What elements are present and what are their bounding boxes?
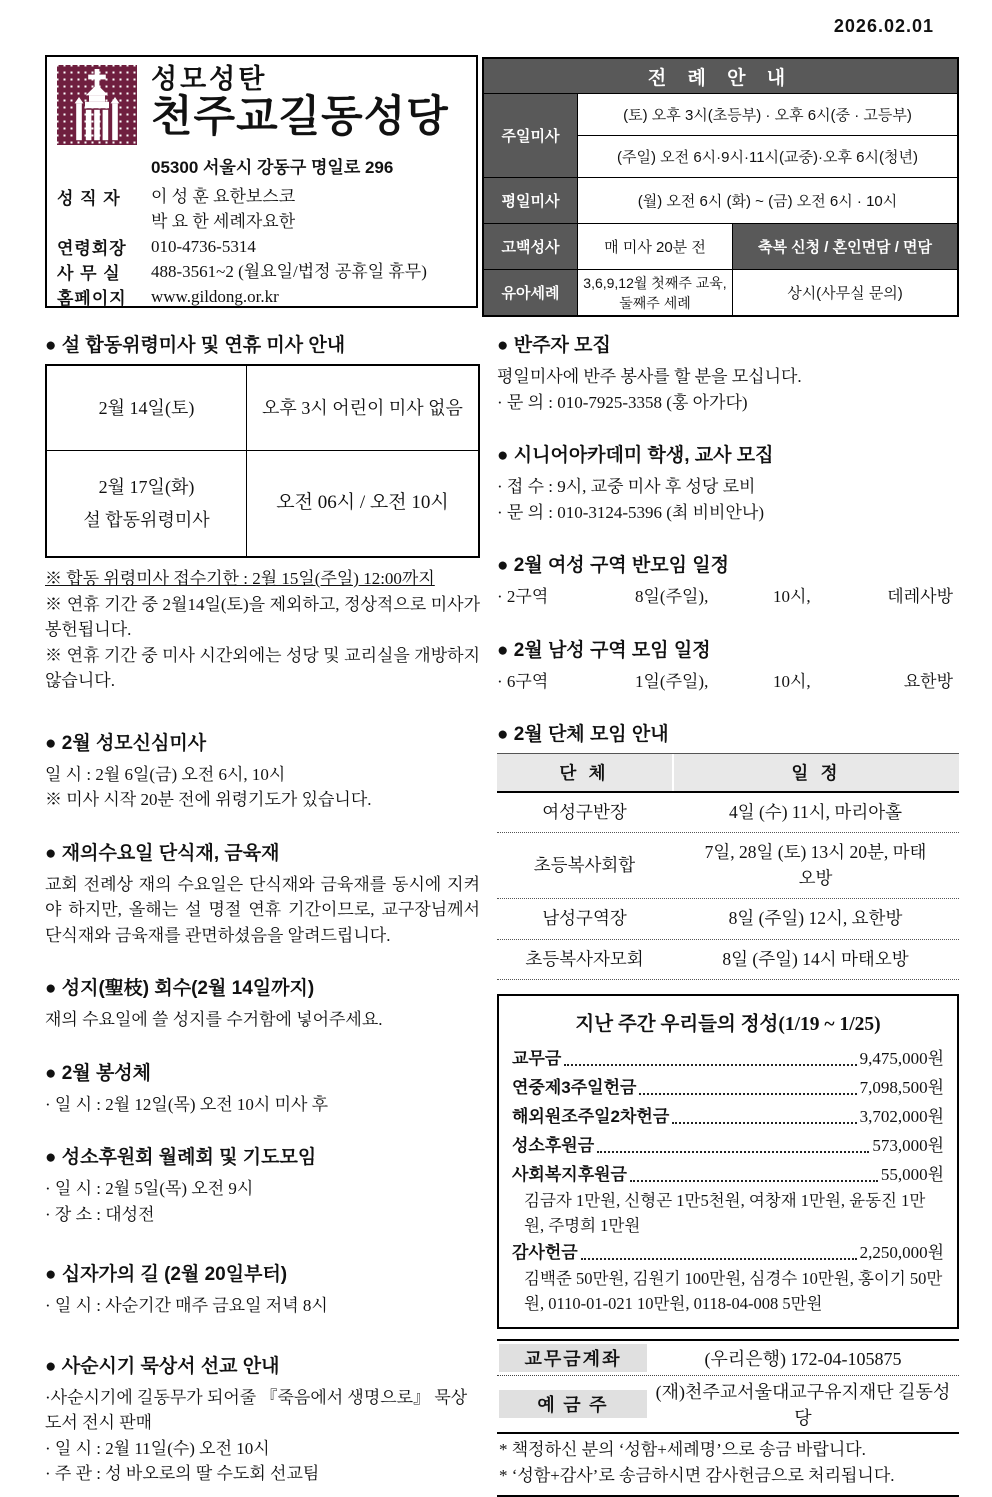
vocation-meeting-datetime: · 일 시 : 2월 5일(목) 오전 9시 [45,1179,254,1198]
offering-amount: 55,000원 [880,1164,944,1184]
section-title-accompanist: ● 반주자 모집 [497,335,611,356]
section-title-senior-academy: ● 시니어아카데미 학생, 교사 모집 [497,445,774,466]
church-subtitle: 성모성탄 [151,64,268,94]
section-title-women-zone: ● 2월 여성 구역 반모임 일정 [497,555,729,576]
section-title-palms-return: ● 성지(聖枝) 회수(2월 14일까지) [45,978,315,999]
home-communion-datetime: · 일 시 : 2월 12일(목) 오전 10시 미사 후 [45,1094,329,1114]
dotted-leader [630,1180,878,1182]
offering-amount: 9,475,000원 [859,1048,944,1068]
offering-amount: 3,702,000원 [859,1106,944,1126]
group-schedule: 8일 (주일) 14시 마태오방 [722,948,909,969]
offering-item [512,1131,944,1160]
church-address: 05300 서울시 강동구 명일로 296 [151,158,394,177]
stations-datetime: · 일 시 : 사순기간 매주 금요일 저녁 8시 [45,1296,328,1315]
lent-books-host: · 주 관 : 성 바오로의 딸 수도회 선교팀 [45,1464,320,1483]
palms-return-body: 재의 수요일에 쓸 성지를 수거함에 넣어주세요. [45,1010,383,1029]
offering-detail: 김금자 1만원, 신형곤 1만5천원, 여창재 1만원, 윤동진 1만원, 주명희 1만원 [524,1190,926,1235]
section-title-lent-books: ● 사순시기 묵상서 선교 안내 [45,1355,280,1377]
infant-baptism-value: 3,6,9,12월 첫째주 교육, 둘째주 세례 [577,269,732,315]
section-title-holiday-mass: ● 설 합동위령미사 및 연휴 미사 안내 [45,335,346,356]
section-title-marian-mass: ● 2월 성모신심미사 [45,732,207,754]
offering-label: 연중제3주일헌금 [512,1077,637,1097]
dotted-leader [564,1064,856,1066]
contact-label: 성 직 자 [57,189,121,208]
confession-value: 매 미사 20분 전 [577,223,732,269]
table-row [497,833,959,899]
contact-label [57,209,151,234]
group-col-header: 단 체 [559,763,610,783]
bank-account-number: (우리은행) 172-04-105875 [704,1348,902,1369]
weekday-mass-label: 평일미사 [484,177,577,223]
women-zone-date: 8일(주일), [635,587,709,606]
table-row [497,793,959,833]
contact-label: 사 무 실 [57,264,121,283]
women-zone-place: 데레사방 [887,587,953,606]
confession-label: 고백성사 [484,223,577,269]
group-name: 여성구반장 [542,802,627,822]
men-zone-row [497,669,959,695]
offering-amount: 7,098,500원 [859,1077,944,1097]
contact-value: 이 성 훈 요한보스코 [151,187,296,206]
schedule-col-header: 일 정 [672,754,959,791]
section-title-vocation-meeting: ● 성소후원회 월례회 및 기도모임 [45,1147,317,1168]
bank-account-row [497,1341,959,1376]
holiday-note-closed: ※ 연휴 기간 중 미사 시간외에는 성당 및 교리실을 개방하지 않습니다. [45,645,480,690]
offering-item [512,1044,944,1073]
right-column [497,330,959,1497]
church-header [45,55,478,308]
offering-label: 성소후원금 [512,1135,595,1155]
infant-baptism-label: 유아세례 [484,269,577,315]
bank-holder-name: (재)천주교서울대교구유지재단 길동성당 [655,1381,951,1428]
group-schedule: 4일 (수) 11시, 마리아홀 [728,802,903,822]
holiday-row2-desc: 오전 06시 / 오전 10시 [276,492,449,514]
ash-wednesday-body: 교회 전례상 재의 수요일은 단식재와 금육재를 동시에 지켜야 하지만, 올해는 설 명절 연휴 기간이므로, 교구장님께서 단식재와 금육재를 관면하셨음을 알려드립니다. [45,874,480,945]
section-title-men-zone: ● 2월 남성 구역 모임 일정 [497,639,711,661]
contact-label: 홈페이지 [57,289,127,308]
bank-account-label: 교무금계좌 [499,1344,647,1372]
holiday-note-deadline: ※ 합동 위령미사 접수기한 : 2월 15일(주일) 12:00까지 [45,569,435,588]
website-url: www.gildong.or.kr [151,287,279,306]
bank-notes [497,1434,959,1497]
group-name: 남성구역장 [542,908,627,929]
table-row [497,940,959,980]
men-zone-time: 10시, [773,671,811,691]
women-zone-name: · 2구역 [497,587,549,606]
holiday-row2-name: 설 합동위령미사 [83,509,210,530]
section-title-home-communion: ● 2월 봉성체 [45,1062,152,1084]
men-zone-date: 1일(주일), [635,671,709,691]
sunday-mass-saturday: (토) 오후 3시(초등부) · 오후 6시(중 · 고등부) [577,93,957,135]
weekly-offering-box [497,994,959,1329]
contact-value: 박 요 한 세례자요한 [151,212,296,231]
men-zone-name: · 6구역 [497,671,549,691]
senior-academy-contact: · 문 의 : 010-3124-5396 (최 비비안나) [497,502,764,522]
holiday-row1-desc: 오후 3시 어린이 미사 없음 [262,397,463,418]
offering-amount: 573,000원 [872,1135,944,1155]
bank-holder-label: 예 금 주 [499,1390,647,1418]
section-title-ash-wednesday: ● 재의수요일 단식재, 금육재 [45,842,280,864]
vocation-meeting-place: · 장 소 : 대성전 [45,1204,155,1224]
offering-detail: 김백준 50만원, 김원기 100만원, 심경수 10만원, 홍이기 50만원, 0110-01-021 10만원, 0118-04-008 5만원 [524,1269,943,1314]
offering-label: 해외원조주일2차헌금 [512,1106,670,1126]
infant-baptism-note: 상시(사무실 문의) [732,269,957,315]
contact-value: 488-3561~2 (월요일/법정 공휴일 휴무) [151,262,427,281]
section-title-group-meetings: ● 2월 단체 모임 안내 [497,724,669,745]
offering-label: 감사헌금 [512,1243,578,1263]
group-name: 초등복사회합 [533,855,636,876]
liturgy-table [482,57,959,317]
women-zone-time: 10시, [773,587,811,606]
church-logo-icon [57,65,137,145]
group-table-header [497,754,959,793]
left-column [45,330,480,1487]
marian-mass-datetime: 일 시 : 2월 6일(금) 오전 6시, 10시 [45,764,286,784]
offering-item [512,1102,944,1131]
dotted-leader [639,1093,856,1095]
dotted-leader [581,1258,857,1260]
group-schedule: 7일, 28일 (토) 13시 20분, 마태오방 [704,842,927,888]
offering-label: 교무금 [512,1048,562,1068]
women-zone-row [497,584,959,610]
weekday-mass-value: (월) 오전 6시 (화) ~ (금) 오전 6시 · 10시 [577,177,957,223]
bank-holder-row [497,1376,959,1434]
lent-books-datetime: · 일 시 : 2월 11일(수) 오전 10시 [45,1438,270,1458]
liturgy-title: 전 례 안 내 [484,59,957,93]
contact-label: 연령회장 [57,239,127,258]
senior-academy-register: · 접 수 : 9시, 교중 미사 후 성당 로비 [497,477,756,496]
bank-account-section [497,1339,959,1497]
offering-item [512,1073,944,1102]
sunday-mass-label: 주일미사 [484,93,577,177]
offering-label: 사회복지후원금 [512,1164,627,1184]
lent-books-desc: ·사순시기에 길동무가 되어줄 『죽음에서 생명으로』 묵상도서 전시 판매 [45,1387,468,1432]
holiday-note-normal-mass: ※ 연휴 기간 중 2월14일(토)을 제외하고, 정상적으로 미사가 봉헌됩니다. [45,594,480,639]
holiday-row1-date: 2월 14일(토) [98,397,195,418]
contact-value: 010-4736-5314 [151,237,256,256]
dotted-leader [597,1151,869,1153]
sunday-mass-sunday: (주일) 오전 6시·9시·11시(교중)·오후 6시(청년) [577,135,957,177]
church-title: 천주교길동성당 [151,93,449,142]
offering-title: 지난 주간 우리들의 정성(1/19 ~ 1/25) [575,1013,881,1035]
offering-item [512,1238,944,1267]
issue-date: 2026.02.01 [833,16,934,36]
offering-amount: 2,250,000원 [859,1243,944,1263]
bank-note-2: * ‘성함+감사’로 송금하시면 감사헌금으로 처리됩니다. [499,1466,895,1486]
holiday-mass-table [45,364,480,558]
section-title-stations-of-cross: ● 십자가의 길 (2월 20일부터) [45,1264,288,1285]
group-name: 초등복사자모회 [525,948,644,969]
men-zone-place: 요한방 [903,671,953,691]
dotted-leader [672,1122,856,1124]
counsel-value: 축복 신청 / 혼인면담 / 면담 [732,223,957,269]
group-meetings-table [497,753,959,980]
holiday-row2-date: 2월 17일(화) [98,477,195,498]
marian-mass-note: ※ 미사 시작 20분 전에 위령기도가 있습니다. [45,790,372,809]
bank-note-1: * 책정하신 분의 ‘성함+세례명’으로 송금 바랍니다. [499,1439,866,1459]
accompanist-contact: · 문 의 : 010-7925-3358 (홍 아가다) [497,392,748,412]
accompanist-desc: 평일미사에 반주 봉사를 할 분을 모십니다. [497,367,802,386]
church-building-icon [57,65,137,145]
group-schedule: 8일 (주일) 12시, 요한방 [728,908,903,929]
offering-item [512,1160,944,1189]
table-row [497,899,959,939]
